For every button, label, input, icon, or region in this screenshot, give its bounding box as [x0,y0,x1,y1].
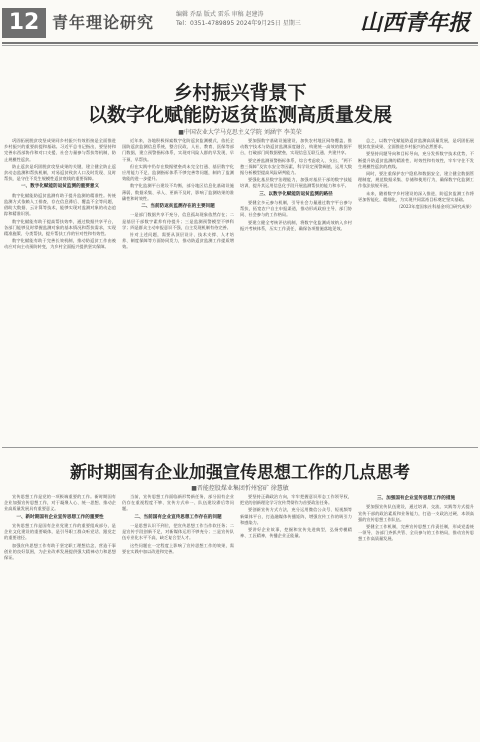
subheading: 三、加强国有企业宣传思想工作的措施 [376,496,456,501]
paragraph: 当前，宣传思想工作面临新形势新任务，部分国有企业仍存在重视程度不够、宣传方式单一、队伍建设滞后等问题。 [122,494,234,512]
header-rule [2,42,478,44]
paragraph: 防止返贫是巩固脱贫攻坚成果的关键，建立健全防止返贫动态监测和帮扶机制，对易返贫致贫人口及时发现、及时帮扶，是守住不发生规模性返贫底线的重要保障。 [4,163,116,182]
article1-column-1 [4,138,116,440]
newspaper-masthead: 山西青年报 [359,10,470,36]
article2-title: 新时期国有企业加强宣传思想工作的几点思考 [70,463,410,483]
editors-info [176,10,301,28]
paragraph: 加强宣传思想工作有助于坚定职工理想信念，营造干事创业的良好氛围，为企业改革发展提供强大精神动力和思想保证。 [4,542,116,561]
paragraph: 一是部门数据共享不充分，信息孤岛现象依然存在；二是基层干部数字素养有待提升；三是监测预警模型不够科学；四是群众主动申报意识不强，自主发现机制有待完善。 [122,212,234,230]
paragraph: 巩固拓展脱贫攻坚成果同乡村振兴有效衔接是全面推进乡村振兴的重要前提和基础。习近平总书记指出，要坚持和完善东西部协作和对口支援、社会力量参与帮扶等机制，防止规模性返贫。 [4,138,116,162]
paragraph: 要讲好企业故事，挖掘和宣传先进典型，弘扬劳模精神、工匠精神，传播企业正能量。 [240,527,352,539]
page-header [0,0,480,50]
subheading: 一、数字化赋能防返贫监测的重要意义 [20,184,100,190]
contact-date-line: Tel：0351-4789895 2024年9月25日 星期三 [176,20,301,27]
editors-line: 编辑 乔磊 版式 雷乐 审稿 赵建涛 [176,11,264,18]
article2-column-3 [240,494,352,738]
paragraph: 宣传思想工作是国有企业党建工作的重要组成部分，是企业文化建设的重要载体，是引导职工群众听党话、跟党走的重要途径。 [4,523,116,541]
paragraph: 宣传思想工作是党的一项极端重要的工作。新时期国有企业加强宣传思想工作，对于凝聚人心、统一思想、推动企业高质量发展具有重要意义。 [4,494,116,512]
header-rule-thin [2,45,478,46]
subheading: 一、新时期国有企业宣传思想工作的重要性 [16,514,104,520]
article1-column-4 [358,138,474,440]
paragraph: 数字化赋能有助于提高帮扶效率，通过数据共享平台，各部门能够及时掌握监测对象的基本情况和帮扶需求，实现精准施策、分类帮扶，提升帮扶工作的针对性和有效性。 [4,218,116,237]
paragraph: 要坚持问题导向和目标导向，充分发挥数字技术优势，不断提升防返贫监测的精准性、时效性和有效性，牢牢守住不发生规模性返贫的底线。 [358,151,474,169]
paragraph: 数字化监测平台建设不均衡，部分地区信息化基础设施薄弱，数据采集、录入、更新不及时，影响了监测结果的准确性和时效性。 [122,183,234,201]
article1-funding-note: （2023年度国家社科基金项目研究成果） [396,204,474,210]
article1-title-line1: 乡村振兴背景下 [173,82,307,104]
article1-byline: ■中国农业大学马克思主义学院 刘涵宇 李美荣 [178,129,302,136]
page-number: 12 [2,8,46,38]
article2-column-2 [122,494,234,738]
article1-column-2 [122,138,234,440]
paragraph: 近年来，各地积极探索数字化防返贫监测模式，依托全国防返贫监测信息系统，整合民政、人社、教育、医保等部门数据，建立预警指标体系，实现对风险人群的早发现、早干预、早帮扶。 [122,138,234,162]
subheading: 二、当前防返贫监测存在的主要问题 [141,204,215,210]
paragraph: 要建立健全考核评估机制，将数字化监测成效纳入乡村振兴考核体系，压实工作责任，确保各项措施落地见效。 [240,219,352,231]
section-divider [2,447,478,448]
paragraph: 同时，要注重保护农户隐私和数据安全，建立健全数据管理制度，规范数据采集、存储和使用行为，确保数字化监测工作依法依规开展。 [358,171,474,189]
paragraph: 要加强数字基础设施建设，加快农村地区网络覆盖，推动数字技术与防返贫监测深度融合，构建统一高效的数据平台，打破部门间数据壁垒，实现信息互联互通、共建共享。 [240,138,352,156]
section-title: 青年理论研究 [52,13,155,32]
paragraph: 针对上述问题，需要从顶层设计、技术支撑、人才培养、制度保障等方面协同发力，推动防返贫监测工作提质增效。 [122,232,234,250]
article1-column-3 [240,138,352,440]
article2-byline: ■晋能控股煤业集团忻州窑矿 徐慧敏 [191,485,289,492]
paragraph: 要加强宣传队伍建设，通过培训、交流、实践等方式提升宣传干部的政治素质和业务能力，打造一支政治过硬、本领高强的宣传思想工作队伍。 [358,504,474,522]
paragraph: 数字化赋能防返贫监测有助于提升监测的精准性。传统监测方式依赖人工排查，存在信息滞后、覆盖不全等问题，借助大数据、云计算等技术，能够实现对监测对象的动态追踪和精准识别。 [4,192,116,217]
paragraph: 未来，随着数字乡村建设的深入推进，防返贫监测工作将更加智能化、精细化，为实现共同富裕目标奠定坚实基础。 [358,190,474,202]
paragraph: 一是思想认识不到位，把宣传思想工作当作软任务；二是宣传手段创新不足，对新媒体运用不够充分；三是宣传队伍专业化水平不高，缺乏复合型人才。 [122,523,234,541]
paragraph: 要完善监测预警指标体系，综合考虑收入、支出、“两不愁三保障”及饮水安全等因素，科学设定预警阈值，运用大数据分析模型提高风险研判能力。 [240,157,352,176]
paragraph: 数字化赋能有助于完善长效机制，推动防返贫工作由被动应对向主动预防转变，为乡村全面振兴提供坚实保障。 [4,238,116,250]
paragraph: 这些问题在一定程度上影响了宣传思想工作的效果，需要在实践中加以改进和完善。 [122,542,234,554]
paragraph: 但在实践中仍存在数据壁垒尚未完全打通、基层数字化应用能力不足、监测指标体系不够完善等问题，制约了监测效能的进一步提升。 [122,163,234,182]
paragraph: 要强化基层数字治理能力，加强对基层干部的数字技能培训，提升其运用信息化手段开展监测帮扶的能力和水平。 [240,177,352,189]
article2-column-1 [4,494,116,738]
subheading: 三、以数字化赋能防返贫监测的路径 [259,191,333,197]
paragraph: 要创新宣传方式方法，充分运用微信公众号、短视频等新媒体平台，打造融媒体传播矩阵，增强宣传工作的吸引力和感染力。 [240,507,352,525]
paragraph: 要坚持正确政治方向，牢牢把握意识形态工作领导权，把党的创新理论学习宣传贯彻作为首要政治任务。 [240,494,352,506]
article2-column-4 [358,494,474,738]
paragraph: 要健全工作机制，完善宣传思想工作责任制，形成党委统一领导、各部门齐抓共管、全员参与的工作格局，推动宣传思想工作高质量发展。 [358,524,474,542]
paragraph: 要健全多元参与机制，引导社会力量通过数字平台参与帮扶，拓宽农户自主申报渠道，推动形成政府主导、部门协同、社会参与的工作格局。 [240,200,352,218]
paragraph: 总之，以数字化赋能防返贫监测高质量发展，是巩固拓展脱贫攻坚成果、全面推进乡村振兴的必然要求。 [358,138,474,150]
subheading: 二、当前国有企业宣传思想工作存在的问题 [134,514,222,520]
article1-title-line2: 以数字化赋能防返贫监测高质量发展 [87,104,392,126]
